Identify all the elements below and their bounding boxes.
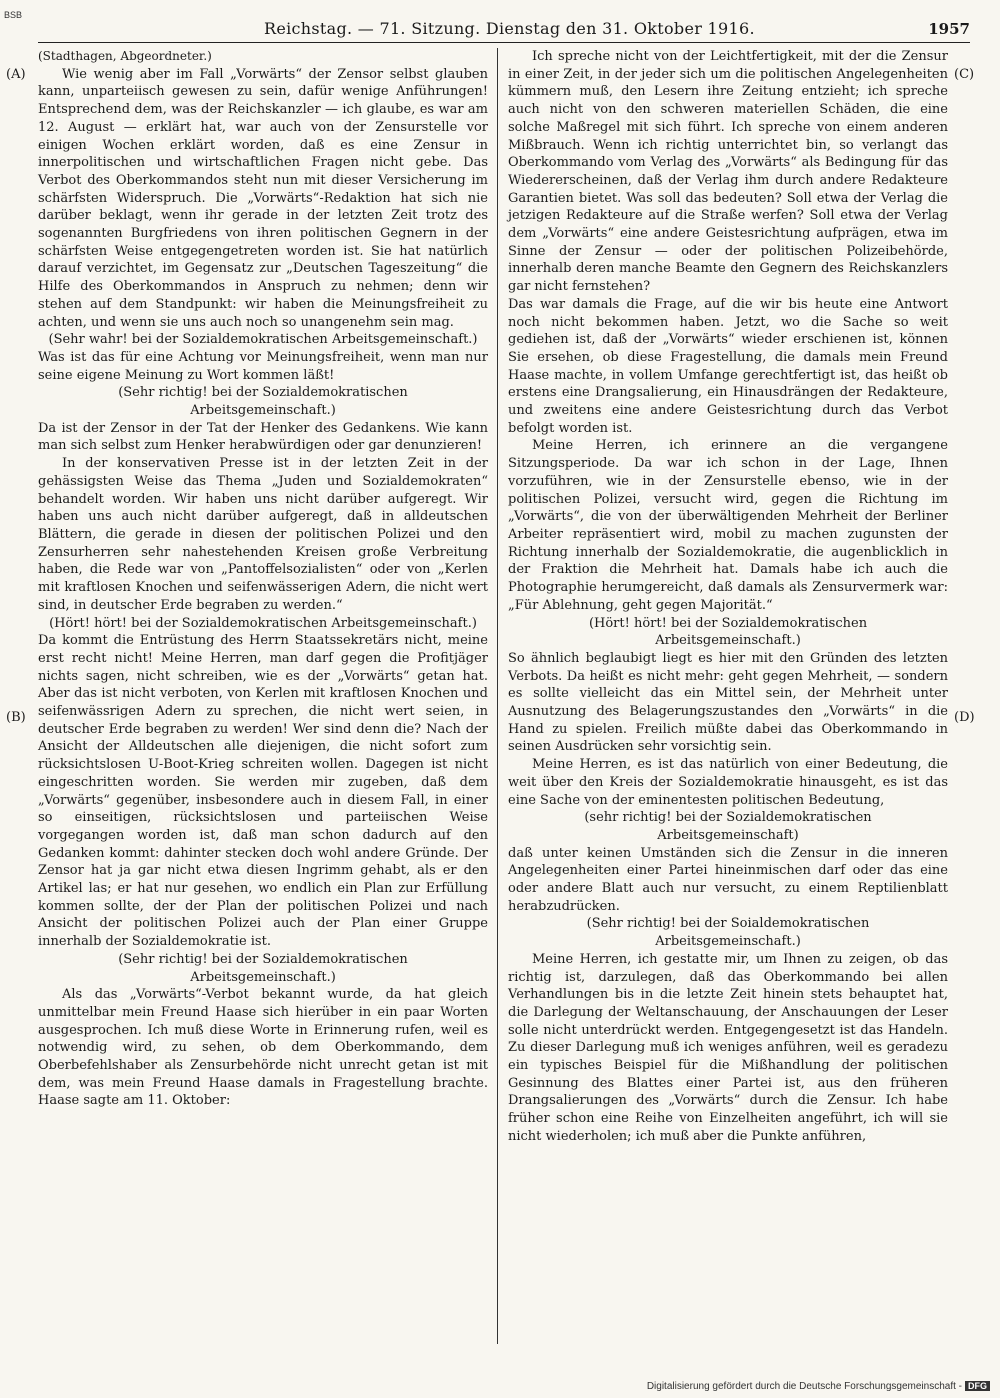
interjection: (Sehr richtig! bei der Sozialdemokratischen Arbeitsgemeinschaft.) [118, 385, 408, 419]
paragraph: Meine Herren, ich erinnere an die vergangene Sitzungsperiode. Da war ich schon in der Lage, Ihnen vorzuführen, wie in der Zensurstelle ebenso, wie in der politischen Polizei, versucht wird, gegen die Richtung im „Vorwärts“, die von der überwältigenden Mehrheit der Berliner Arbeiter repräsentiert wird, mobil zu machen zugunsten der Richtung innerhalb der Sozialdemokratie, die augenblicklich in der Fraktion die Mehrheit hat. Damals habe ich auch die Photographie herumgereicht, daß damals als Zensurvermerk war: „Für Ablehnung, geht gegen Majorität.“ [508, 438, 948, 613]
paragraph: Meine Herren, ich gestatte mir, um Ihnen zu zeigen, ob das richtig ist, darzulegen, daß das Oberkommando bei allen Verhandlungen bis in die letzte Zeit hinein stets behauptet hat, die Darlegung der Weltanschauung, der Anschauungen der Leser solle nicht unterdrückt werden. Entgegengesetzt ist das Handeln. Zu dieser Darlegung muß ich weniges anführen, weil es geradezu ein typisches Beispiel für die Mißhandlung der politischen Gesinnung des Blattes einer Partei ist, aus den früheren Drangsalierungen des „Vorwärts“ durch die Zensur. Ich habe früher schon eine Reihe von Einzelheiten angeführt, ich will sie nicht wiederholen; ich muß aber die Punkte anführen, [508, 951, 948, 1144]
page-header [38, 18, 970, 40]
interjection: (Sehr richtig! bei der Soialdemokratischen Arbeitsgemeinschaft.) [586, 916, 870, 950]
paragraph: In der konservativen Presse ist in der letzten Zeit in der gehässigsten Weise das Thema „Juden und Sozialdemokraten“ behandelt worden. Wir haben uns nicht darüber aufgeregt. Wir haben uns auch nicht darüber aufgeregt, daß in alldeutschen Blättern, die gerade in diesen der politischen Polizei und den Zensurherren sehr nahestehenden Kreisen große Verbreitung haben, die Rede war von „Pantoffelsozialisten“ oder von „Kerlen mit kraftlosen Knochen und seifenwässerigen Adern, die nicht wert sind, in deutscher Erde begraben zu werden.“ [38, 456, 488, 613]
interjection: (Hört! hört! bei der Sozialdemokratischen Arbeitsgemeinschaft.) [588, 615, 868, 649]
dfg-logo: DFG [965, 1381, 990, 1391]
library-label: BSB [4, 10, 23, 20]
paragraph: So ähnlich beglaubigt liegt es hier mit den Gründen des letzten Verbots. Da heißt es nicht mehr: geht gegen Mehrheit, — sondern es sollte vielleicht das ein Mittel sein, der Mehrheit unter Ausnutzung des Belagerungszustandes den „Vorwärts“ in die Hand zu spielen. Freilich müßte dabei das Oberkommando in seinen Ausdrücken sehr vorsichtig sein. [508, 650, 948, 755]
paragraph: Als das „Vorwärts“-Verbot bekannt wurde, da hat gleich unmittelbar mein Freund Haase sich hierüber in ein paar Worten ausgesprochen. Ich muß diese Worte in Erinnerung rufen, weil es notwendig wird, zu sehen, ob dem Oberkommando, dem Oberbefehlshaber als Zensurbehörde nicht unrecht getan ist mit dem, was mein Freund Haase damals in Fragestellung brachte. Haase sagte am 11. Oktober: [38, 987, 488, 1109]
speaker-line: (Stadthagen, Abgeordneter.) [38, 49, 212, 63]
paragraph: Da kommt die Entrüstung des Herrn Staatssekretärs nicht, meine erst recht nicht! Meine Herren, man darf gegen die Profitjäger nichts sagen, nicht schreiben, wie es der „Vorwärts“ getan hat. Aber das ist nicht verboten, von Kerlen mit kraftlosen Knochen und seifenwässrigen Adern zu sprechen, die nicht wert seien, in deutscher Erde begraben zu werden! Wer sind denn die? Nach der Ansicht der Alldeutschen alle diejenigen, die nicht sofort zum rücksichtslosen U-Boot-Krieg schreiten wollen. Dagegen ist nicht eingeschritten worden. Sie werden mir zugeben, daß dem „Vorwärts“ gegenüber, insbesondere auch in diesem Fall, in einer so einseitigen, rücksichtslosen und parteiischen Weise vorgegangen worden ist, daß man schon dadurch auf den Gedanken kommt: dahinter stecken doch wohl andere Gründe. Der Zensor hat ja gar nicht etwa diesen Ingrimm gehabt, als er den Artikel las; er hat nur gesehen, wo endlich ein Plan zur Erfüllung kommen sollte, der der Plan der politischen Polizei und nach Ansicht der politischen Polizei auch der Plan einer Gruppe innerhalb der Sozialdemokratie ist. [38, 633, 488, 950]
interjection: (Sehr wahr! bei der Sozialdemokratischen Arbeitsgemeinschaft.) [48, 332, 478, 348]
footer-text: Digitalisierung gefördert durch die Deutsche Forschungsgemeinschaft - [646, 1381, 962, 1392]
quoted-paragraph: Ich spreche nicht von der Leichtfertigkeit, mit der die Zensur in einer Zeit, in der jeder sich um die politischen Angelegenheiten kümmern muß, den Lesern ihre Zeitung entzieht; ich spreche auch nicht von den schweren materiellen Schäden, die eine solche Maßregel mit sich führt. Ich spreche von einem anderen Mißbrauch. Wenn ich richtig unterrichtet bin, so verlangt das Oberkommando vom Verlag des „Vorwärts“ als Bedingung für das Wiedererscheinen, daß der Verlag ihm durch andere Redakteure Garantien bietet. Was soll das bedeuten? Soll etwa der Verlag die jetzigen Redakteure auf die Straße werfen? Soll etwa der Verlag dem „Vorwärts“ eine andere Geistesrichtung aufprägen, etwa im Sinne der Zensur — oder der politischen Polizeibehörde, innerhalb deren manche Beamte den Gegnern des Reichskanzlers gar nicht fernstehen? [508, 49, 948, 295]
paragraph: Meine Herren, es ist das natürlich von einer Bedeutung, die weit über den Kreis der Sozialdemokratie hinausgeht, es ist das eine Sache von der eminentesten politischen Bedeutung, [508, 757, 948, 808]
header-rule [38, 42, 970, 43]
footer-credit [647, 1381, 990, 1392]
interjection: (Sehr richtig! bei der Sozialdemokratischen Arbeitsgemeinschaft.) [118, 951, 408, 985]
margin-marker-b: (B) [6, 710, 26, 725]
paragraph: Das war damals die Frage, auf die wir bis heute eine Antwort noch nicht bekommen haben. Jetzt, wo die Sache so weit gediehen ist, daß der „Vorwärts“ wieder erschienen ist, können Sie ersehen, ob diese Fragestellung, die damals mein Freund Haase machte, in vollem Umfange gerechtfertigt ist, das heißt ob erstens eine Drangsalierung, ein Hinausdrängen der Redakteure, und zweitens eine andere Geistesrichtung durch das Verbot befolgt worden ist. [508, 296, 948, 436]
column-divider [497, 48, 498, 1344]
right-column [508, 48, 948, 1146]
paragraph: daß unter keinen Umständen sich die Zensur in die inneren Angelegenheiten einer Partei hineinmischen darf oder das eine oder andere Blatt auch nur versucht, zu einem Reptilienblatt herabzudrücken. [508, 845, 948, 914]
interjection: (sehr richtig! bei der Sozialdemokratischen Arbeitsgemeinschaft) [584, 810, 872, 843]
paragraph: Da ist der Zensor in der Tat der Henker des Gedankens. Wie kann man sich selbst zum Henker herabwürdigen oder gar denunzieren! [38, 420, 488, 454]
margin-marker-a: (A) [6, 67, 26, 82]
interjection: (Hört! hört! bei der Sozialdemokratischen Arbeitsgemeinschaft.) [49, 615, 477, 631]
page-number: 1957 [928, 20, 970, 38]
paragraph: Wie wenig aber im Fall „Vorwärts“ der Zensor selbst glauben kann, unparteiisch gewesen zu sein, dafür wenige Anführungen! Entsprechend dem, was der Reichskanzler — ich glaube, es war am 12. August — erklärt hat, war auch von der Zensurstelle vor einigen Wochen erklärt worden, daß es eine Zensur in innerpolitischen und wirtschaftlichen Fragen nicht gebe. Das Verbot des Oberkommandos steht nun mit dieser Versicherung im schärfsten Widerspruch. Die „Vorwärts“-Redaktion hat sich nie darüber beklagt, wenn ihr gerade in der letzten Zeit trotz des sogenannten Burgfriedens von ihren politischen Gegnern in der schärfsten Weise entgegengetreten worden ist. Sie hat natürlich darauf verzichtet, im Gegensatz zur „Deutschen Tageszeitung“ die Hilfe des Oberkommandos in Anspruch zu nehmen; denn wir stehen auf dem Standpunkt: wir haben die Meinungsfreiheit zu achten, und wenn sie uns auch noch so unangenehm sein mag. [38, 66, 488, 330]
paragraph: Was ist das für eine Achtung vor Meinungsfreiheit, wenn man nur seine eigene Meinung zu Wort kommen läßt! [38, 349, 488, 383]
margin-marker-c: (C) [954, 67, 975, 82]
running-title: Reichstag. — 71. Sitzung. Dienstag den 31. Oktober 1916. [264, 19, 755, 38]
left-column [38, 48, 488, 1110]
margin-marker-d: (D) [954, 710, 975, 725]
